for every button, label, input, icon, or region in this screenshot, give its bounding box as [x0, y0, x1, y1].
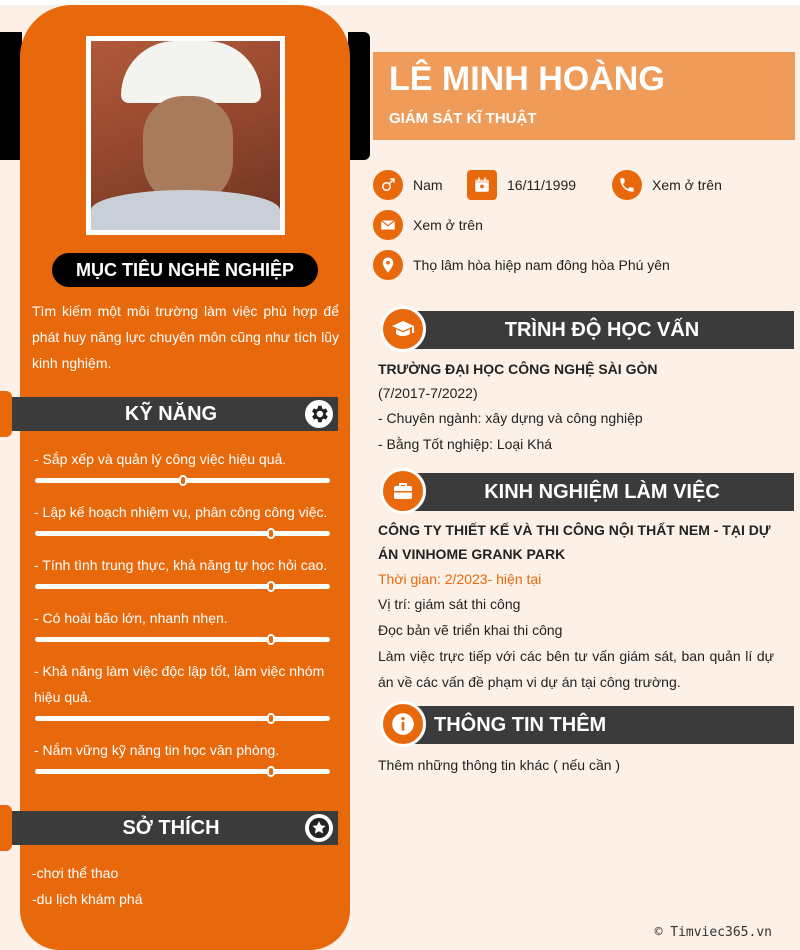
email-info [373, 210, 483, 240]
skill-label: - Có hoài bão lớn, nhanh nhẹn. [34, 610, 228, 626]
name-header [373, 52, 795, 140]
phone-value: Xem ở trên [652, 177, 722, 193]
skill-label: - Nắm vững kỹ năng tin học văn phòng. [34, 742, 280, 758]
skill-level-marker [267, 634, 275, 645]
phone-info [612, 170, 722, 200]
extra-title: THÔNG TIN THÊM [434, 714, 607, 736]
skill-label: - Sắp xếp và quản lý công việc hiệu quả. [34, 451, 287, 467]
skill-level-bar [35, 769, 330, 774]
photo-image [91, 41, 280, 230]
skill-level-bar [35, 584, 330, 589]
photo-helmet [121, 41, 261, 103]
graduation-cap-icon [380, 306, 426, 352]
work-time: Thời gian: 2/2023- hiện tại [378, 571, 542, 587]
photo-shirt [91, 190, 280, 230]
skill-level-marker [267, 713, 275, 724]
company-name: CÔNG TY THIẾT KẾ VÀ THI CÔNG NỘI THẤT NEM - TẠI DỰ ÁN VINHOME GRANK PARK [378, 522, 771, 562]
job-title: GIÁM SÁT KĨ THUẬT [389, 110, 537, 127]
degree: - Bằng Tốt nghiệp: Loại Khá [378, 436, 553, 452]
skill-label: - Tính tình trung thực, khả năng tự học hỏi cao. [34, 557, 328, 573]
decor-tab-left [0, 32, 22, 160]
gender-icon [373, 170, 403, 200]
work-task: Đọc bản vẽ triển khai thi công [378, 622, 563, 638]
gender-value: Nam [413, 177, 443, 193]
birthdate-value: 16/11/1999 [507, 177, 577, 193]
education-header [380, 311, 794, 349]
skill-level-bar [35, 478, 330, 483]
work-position: Vị trí: giám sát thi công [378, 596, 521, 612]
email-icon [373, 210, 403, 240]
skill-label: - Khả năng làm việc độc lập tốt, làm việc nhóm hiệu quả. [34, 663, 325, 705]
location-icon [373, 250, 403, 280]
hobbies-title: SỞ THÍCH [122, 817, 220, 839]
address-info [373, 250, 670, 280]
skills-header [0, 397, 338, 431]
skill-level-marker [267, 766, 275, 777]
hobby-item: -chơi thể thao [32, 865, 119, 881]
experience-header [380, 473, 794, 511]
email-value: Xem ở trên [413, 217, 483, 233]
address-value: Thọ lâm hòa hiệp nam đông hòa Phú yên [413, 257, 670, 273]
study-period: (7/2017-7/2022) [378, 385, 478, 401]
star-icon [302, 811, 336, 845]
skill-level-marker [179, 475, 187, 486]
band-notch [0, 391, 12, 437]
gender-info [373, 170, 443, 200]
skill-level-bar [35, 531, 330, 536]
major: - Chuyên ngành: xây dựng và công nghiệp [378, 410, 643, 426]
hobby-item: -du lịch khám phá [32, 891, 143, 907]
skill-level-bar [35, 637, 330, 642]
watermark: © Timviec365.vn [654, 925, 772, 940]
education-title: TRÌNH ĐỘ HỌC VẤN [504, 319, 700, 341]
gear-icon [302, 397, 336, 431]
phone-icon [612, 170, 642, 200]
birthdate-info [467, 170, 576, 200]
work-task: Làm việc trực tiếp với các bên tư vấn giám sát, ban quản lí dự án về các vấn đề phạm vi dự án tại công trường. [378, 648, 774, 690]
skills-title: KỸ NĂNG [124, 403, 218, 425]
extra-text: Thêm những thông tin khác ( nếu cần ) [378, 757, 621, 773]
skill-label: - Lập kế hoạch nhiệm vụ, phân công công việc. [34, 504, 328, 520]
full-name: LÊ MINH HOÀNG [389, 60, 665, 98]
experience-title: KINH NGHIỆM LÀM VIỆC [484, 481, 720, 503]
extra-header [380, 706, 794, 744]
profile-photo [86, 36, 285, 235]
school-name: TRƯỜNG ĐẠI HỌC CÔNG NGHỆ SÀI GÒN [378, 361, 658, 377]
band-notch [0, 805, 12, 851]
hobbies-header [0, 811, 338, 845]
skill-level-marker [267, 581, 275, 592]
calendar-icon [467, 170, 497, 200]
info-icon [380, 701, 426, 747]
objective-title: MỤC TIÊU NGHỀ NGHIỆP [52, 253, 318, 287]
decor-tab-right [348, 32, 370, 160]
objective-text: Tìm kiếm một môi trường làm việc phù hợp để phát huy năng lực chuyên môn cũng như tích lũy kinh nghiệm. [32, 303, 339, 371]
briefcase-icon [380, 468, 426, 514]
skill-level-bar [35, 716, 330, 721]
skill-level-marker [267, 528, 275, 539]
